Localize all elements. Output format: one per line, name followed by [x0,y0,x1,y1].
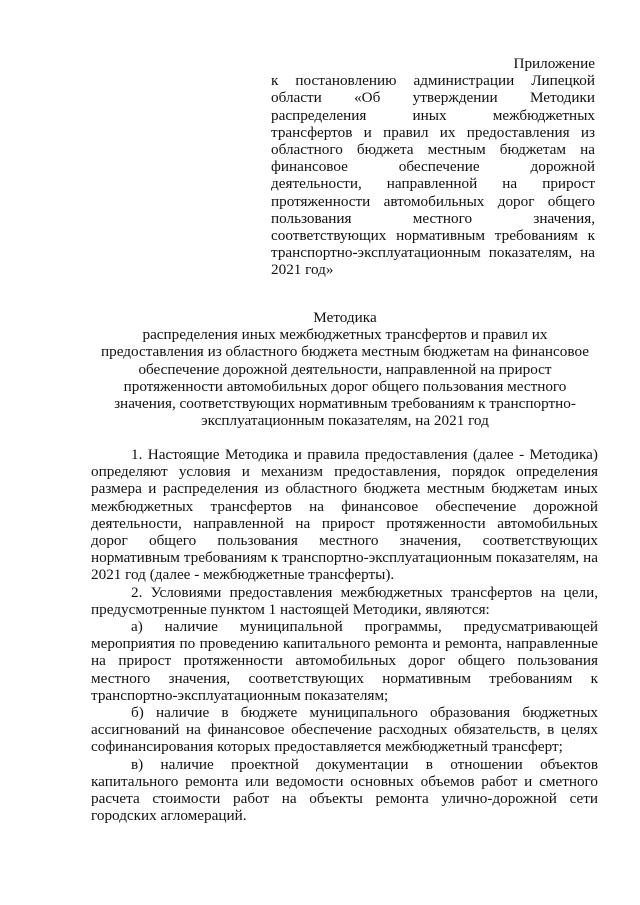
appendix-title: Приложение [513,55,595,72]
document-title: Методика [313,309,377,326]
appendix-block [271,55,595,279]
paragraph-2a: а) наличие муниципальной программы, предусматривающей мероприятия по проведению капитального ремонта и ремонта, направленные на прирост протяженности автомобильных дорог общего пользования местного значения, соответствующих нормативным требованиям к транспортно-эксплуатационным показателям; [91,618,598,704]
paragraph-2: 2. Условиями предоставления межбюджетных трансфертов на цели, предусмотренные пунктом 1 настоящей Методики, являются: [91,583,598,618]
document-body [91,446,598,824]
paragraph-2b: б) наличие в бюджете муниципального образования бюджетных ассигнований на финансовое обеспечение расходных обязательств, в целях софинансирования которых предоставляется межбюджетный трансферт; [91,704,598,756]
appendix-text: к постановлению администрации Липецкой области «Об утверждении Методики распределения иных межбюджетных трансфертов и правил их предоставления из областного бюджета местным бюджетам на финансовое обеспечение дорожной деятельности, направленной на прирост протяженности автомобильных дорог общего пользования местного значения, соответствующих нормативным требованиям к транспортно-эксплуатационным показателям, на 2021 год» [271,72,595,279]
document-subtitle: распределения иных межбюджетных трансфертов и правил их предоставления из областного бюджета местным бюджетам на финансовое обеспечение дорожной деятельности, направленной на прирост протяженности автомобильных дорог общего пользования местного значения, соответствующих нормативным требованиям к транспортно-эксплуатационным показателям, на 2021 год [101,326,589,430]
document-heading [92,309,598,429]
paragraph-2c: в) наличие проектной документации в отношении объектов капитального ремонта или ведомости основных объемов работ и сметного расчета стоимости работ на объекты ремонта улично-дорожной сети городских агломераций. [91,755,598,825]
paragraph-1: 1. Настоящие Методика и правила предоставления (далее - Методика) определяют условия и механизм предоставления, порядок определения размера и распределения из областного бюджета местным бюджетам иных межбюджетных трансфертов на финансовое обеспечение дорожной деятельности, направленной на прирост протяженности автомобильных дорог общего пользования местного значения, соответствующих нормативным требованиям к транспортно-эксплуатационным показателям, на 2021 год (далее - межбюджетные трансферты). [91,446,598,584]
